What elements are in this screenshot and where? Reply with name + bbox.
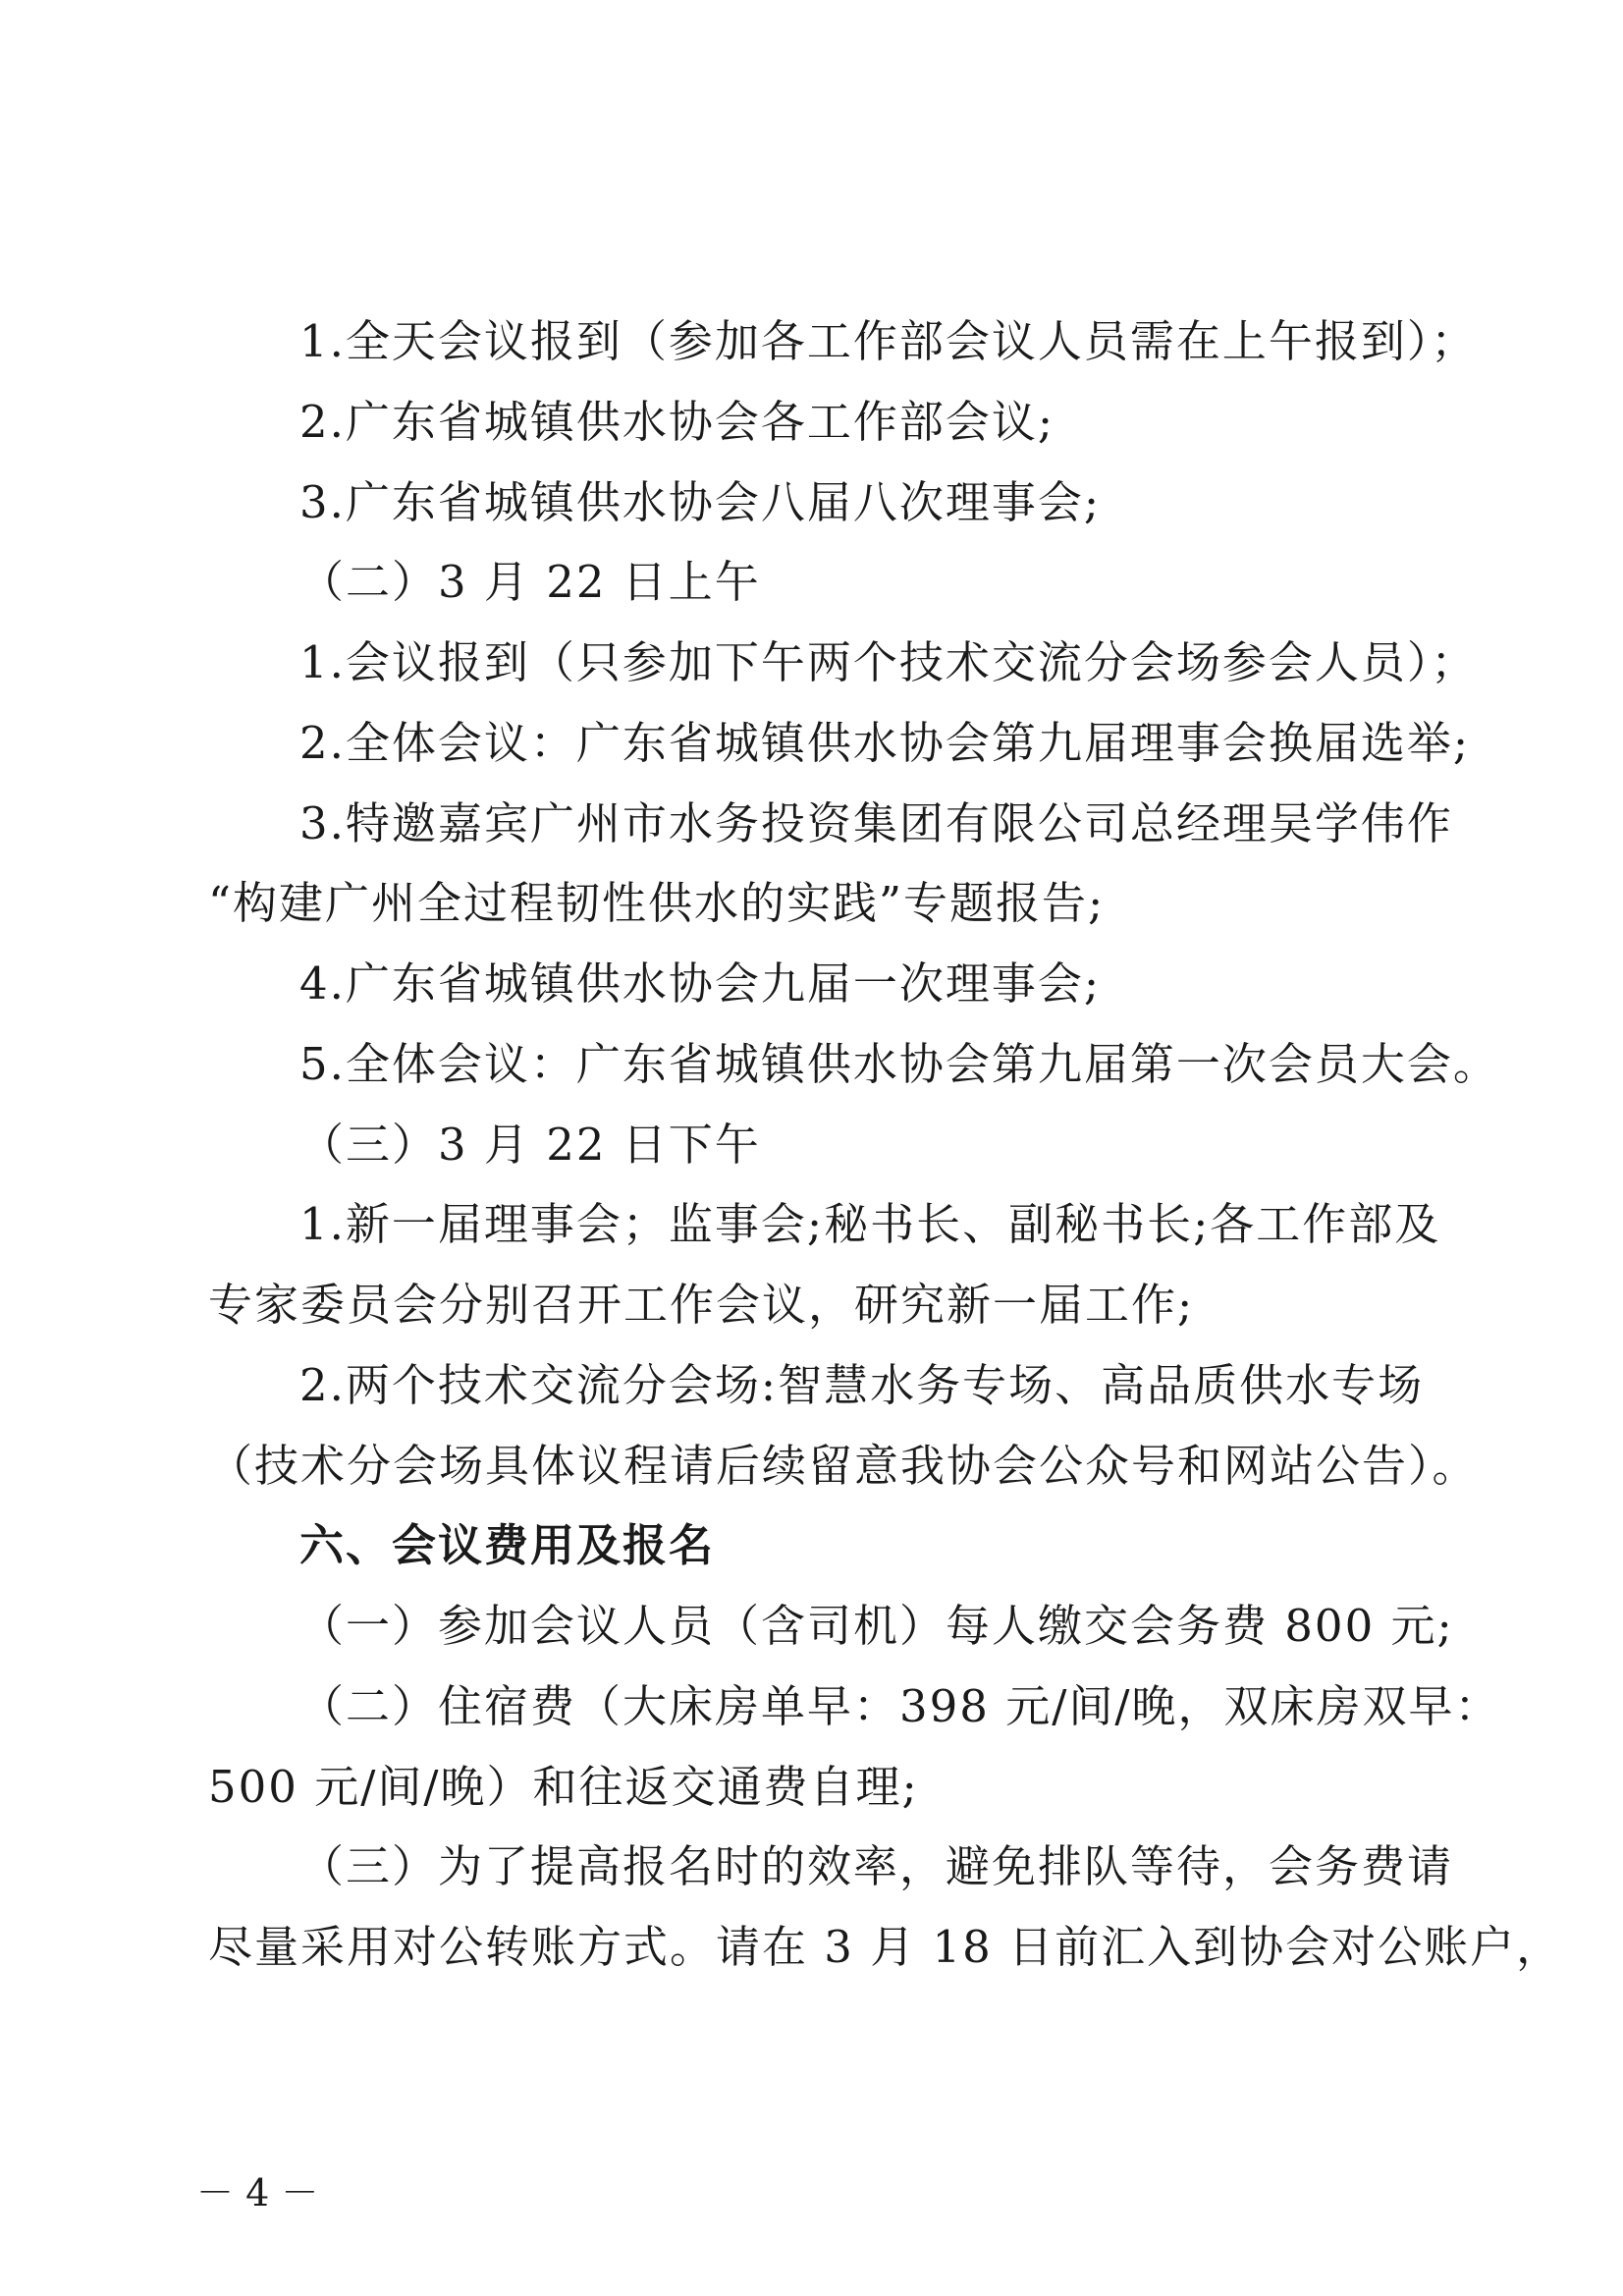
agenda-item-5: 2.全体会议：广东省城镇供水协会第九届理事会换届选举; [299,717,1471,769]
agenda-item-7: 4.广东省城镇供水协会九届一次理事会; [299,957,1102,1010]
agenda-item-6: 3.特邀嘉宾广州市水务投资集团有限公司总经理吴学伟作 [299,797,1453,849]
agenda-item-8: 5.全体会议：广东省城镇供水协会第九届第一次会员大会。 [299,1038,1499,1090]
agenda-item-10-cont: （技术分会场具体议程请后续留意我协会公众号和网站公告）。 [208,1440,1479,1492]
fee-item-3: （三）为了提高报名时的效率，避免排队等待，会务费请 [299,1840,1454,1892]
agenda-item-9-cont: 专家委员会分别召开工作会议，研究新一届工作; [208,1279,1195,1331]
agenda-item-3: 3.广东省城镇供水协会八届八次理事会; [299,476,1102,528]
section-heading-morning: （二）3 月 22 日上午 [299,556,761,608]
agenda-item-6-cont: “构建广州全过程韧性供水的实践”专题报告; [208,877,1106,929]
fee-item-2-cont: 500 元/间/晚）和往返交通费自理; [208,1761,919,1813]
fee-item-2: （二）住宿费（大床房单早：398 元/间/晚，双床房双早： [299,1680,1501,1732]
agenda-item-9: 1.新一届理事会；监事会;秘书长、副秘书长;各工作部及 [299,1198,1441,1250]
section-heading-fees: 六、会议费用及报名 [299,1519,716,1571]
fee-item-3-cont: 尽量采用对公转账方式。请在 3 月 18 日前汇入到协会对公账户， [208,1921,1563,1973]
agenda-item-4: 1.会议报到（只参加下午两个技术交流分会场参会人员）； [299,636,1478,688]
page-number: － 4 － [196,2171,319,2214]
agenda-item-10: 2.两个技术交流分会场:智慧水务专场、高品质供水专场 [299,1359,1425,1411]
agenda-item-1: 1.全天会议报到（参加各工作部会议人员需在上午报到）； [299,315,1478,367]
fee-item-1: （一）参加会议人员（含司机）每人缴交会务费 800 元; [299,1600,1454,1652]
section-heading-afternoon: （三）3 月 22 日下午 [299,1119,761,1171]
agenda-item-2: 2.广东省城镇供水协会各工作部会议; [299,396,1055,448]
